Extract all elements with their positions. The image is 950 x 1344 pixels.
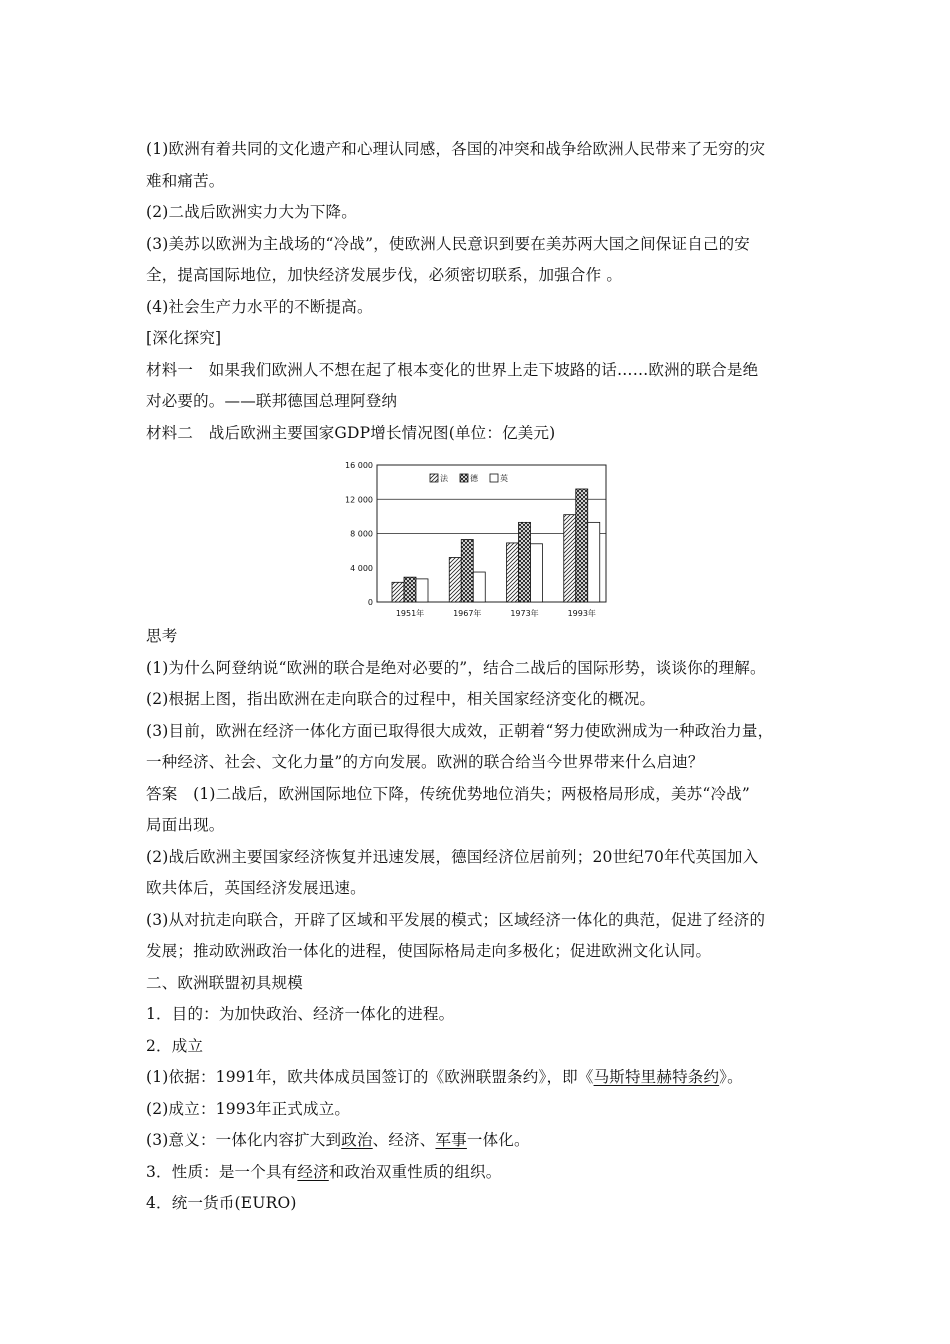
bar xyxy=(576,489,588,602)
paragraph-block-before-chart xyxy=(146,134,826,449)
basis-suffix: 》。 xyxy=(719,1068,743,1086)
text-line: [深化探究] xyxy=(146,329,222,347)
y-tick-label: 12 000 xyxy=(345,495,373,505)
nature-prefix: 3．性质：是一个具有 xyxy=(146,1162,298,1181)
legend-label: 德 xyxy=(470,474,478,483)
x-tick-label: 1967年 xyxy=(453,609,482,618)
text-line: (1)为什么阿登纳说“欧洲的联合是绝对必要的”，结合二战后的国际形势，谈谈你的理解。 xyxy=(146,658,766,677)
text-line: (3)目前，欧洲在经济一体化方面已取得很大成效，正朝着“努力使欧洲成为一种政治力量， xyxy=(146,721,774,740)
economy-underlined: 经济 xyxy=(297,1162,329,1181)
meaning-line xyxy=(146,1125,826,1157)
text-line: 欧共体后，英国经济发展迅速。 xyxy=(146,879,366,897)
nature-line xyxy=(146,1157,826,1189)
x-tick-label: 1973年 xyxy=(510,609,539,618)
text-line: 一种经济、社会、文化力量”的方向发展。欧洲的联合给当今世界带来什么启迪？ xyxy=(146,753,704,771)
text-line: (1)欧洲有着共同的文化遗产和心理认同感，各国的冲突和战争给欧洲人民带来了无穷的灾 xyxy=(146,140,766,158)
meaning-suffix: 一体化。 xyxy=(466,1131,530,1149)
text-line: (4)社会生产力水平的不断提高。 xyxy=(146,297,373,316)
maastricht-treaty-underlined: 马斯特里赫特条约 xyxy=(593,1068,720,1086)
text-line: 二、欧洲联盟初具规模 xyxy=(146,973,304,992)
text-line: 难和痛苦。 xyxy=(146,171,225,190)
military-underlined: 军事 xyxy=(435,1131,467,1149)
meaning-prefix: (3)意义：一体化内容扩大到 xyxy=(146,1131,342,1149)
text-line: (3)美苏以欧洲为主战场的“冷战”，使欧洲人民意识到要在美苏两大国之间保证自己的安 xyxy=(146,234,751,253)
gdp-bar-chart xyxy=(340,449,620,621)
bar xyxy=(416,579,428,602)
legend-swatch xyxy=(430,474,438,482)
legend-swatch xyxy=(490,474,498,482)
bar xyxy=(461,539,473,602)
y-tick-label: 8 000 xyxy=(350,529,373,539)
text-line: 全，提高国际地位，加快经济发展步伐，必须密切联系，加强合作 。 xyxy=(146,266,623,284)
bar xyxy=(404,577,416,602)
y-tick-label: 16 000 xyxy=(345,461,373,470)
y-tick-label: 0 xyxy=(367,598,373,607)
nature-suffix: 和政治双重性质的组织。 xyxy=(328,1162,502,1181)
bar xyxy=(473,572,485,602)
text-line: 局面出现。 xyxy=(146,816,225,834)
basis-line xyxy=(146,1062,826,1094)
text-line: (3)从对抗走向联合，开辟了区域和平发展的模式；区域经济一体化的典范，促进了经济的 xyxy=(146,910,766,929)
bar xyxy=(519,522,531,602)
text-line: 材料二 战后欧洲主要国家GDP增长情况图(单位：亿美元) xyxy=(146,423,556,442)
bar xyxy=(564,515,576,602)
bar xyxy=(392,582,404,602)
text-line: 对必要的。——联邦德国总理阿登纳 xyxy=(146,392,398,410)
text-line: (2)根据上图，指出欧洲在走向联合的过程中，相关国家经济变化的概况。 xyxy=(146,690,656,708)
established-line: (2)成立：1993年正式成立。 xyxy=(146,1099,351,1118)
gdp-chart-container xyxy=(146,449,826,621)
bar xyxy=(588,522,600,602)
politics-underlined: 政治 xyxy=(341,1131,373,1149)
text-line: 发展；推动欧洲政治一体化的进程，使国际格局走向多极化；促进欧洲文化认同。 xyxy=(146,942,712,960)
legend-label: 英 xyxy=(500,474,508,483)
paragraph-block-after-chart xyxy=(146,621,826,1062)
document-page xyxy=(146,134,826,1220)
text-line: (2)战后欧洲主要国家经济恢复并迅速发展，德国经济位居前列；20世纪70年代英国加入 xyxy=(146,847,759,866)
legend-label: 法 xyxy=(440,474,448,483)
x-tick-label: 1993年 xyxy=(567,609,596,618)
basis-prefix: (1)依据：1991年，欧共体成员国签订的《欧洲联盟条约》，即《 xyxy=(146,1068,594,1086)
text-line: 思考 xyxy=(146,627,178,645)
meaning-mid: 、经济、 xyxy=(372,1131,436,1149)
bar xyxy=(531,544,543,602)
bar xyxy=(507,543,519,602)
currency-line: 4．统一货币(EURO) xyxy=(146,1194,297,1212)
legend-swatch xyxy=(460,474,468,482)
text-line: 1．目的：为加快政治、经济一体化的进程。 xyxy=(146,1005,455,1023)
text-line: 答案 (1)二战后，欧洲国际地位下降，传统优势地位消失；两极格局形成，美苏“冷战” xyxy=(146,784,751,803)
y-tick-label: 4 000 xyxy=(350,563,373,573)
text-line: 材料一 如果我们欧洲人不想在起了根本变化的世界上走下坡路的话……欧洲的联合是绝 xyxy=(146,360,759,379)
x-tick-label: 1951年 xyxy=(395,609,425,618)
text-line: 2．成立 xyxy=(146,1036,204,1055)
text-line: (2)二战后欧洲实力大为下降。 xyxy=(146,203,357,221)
bar xyxy=(449,557,461,602)
